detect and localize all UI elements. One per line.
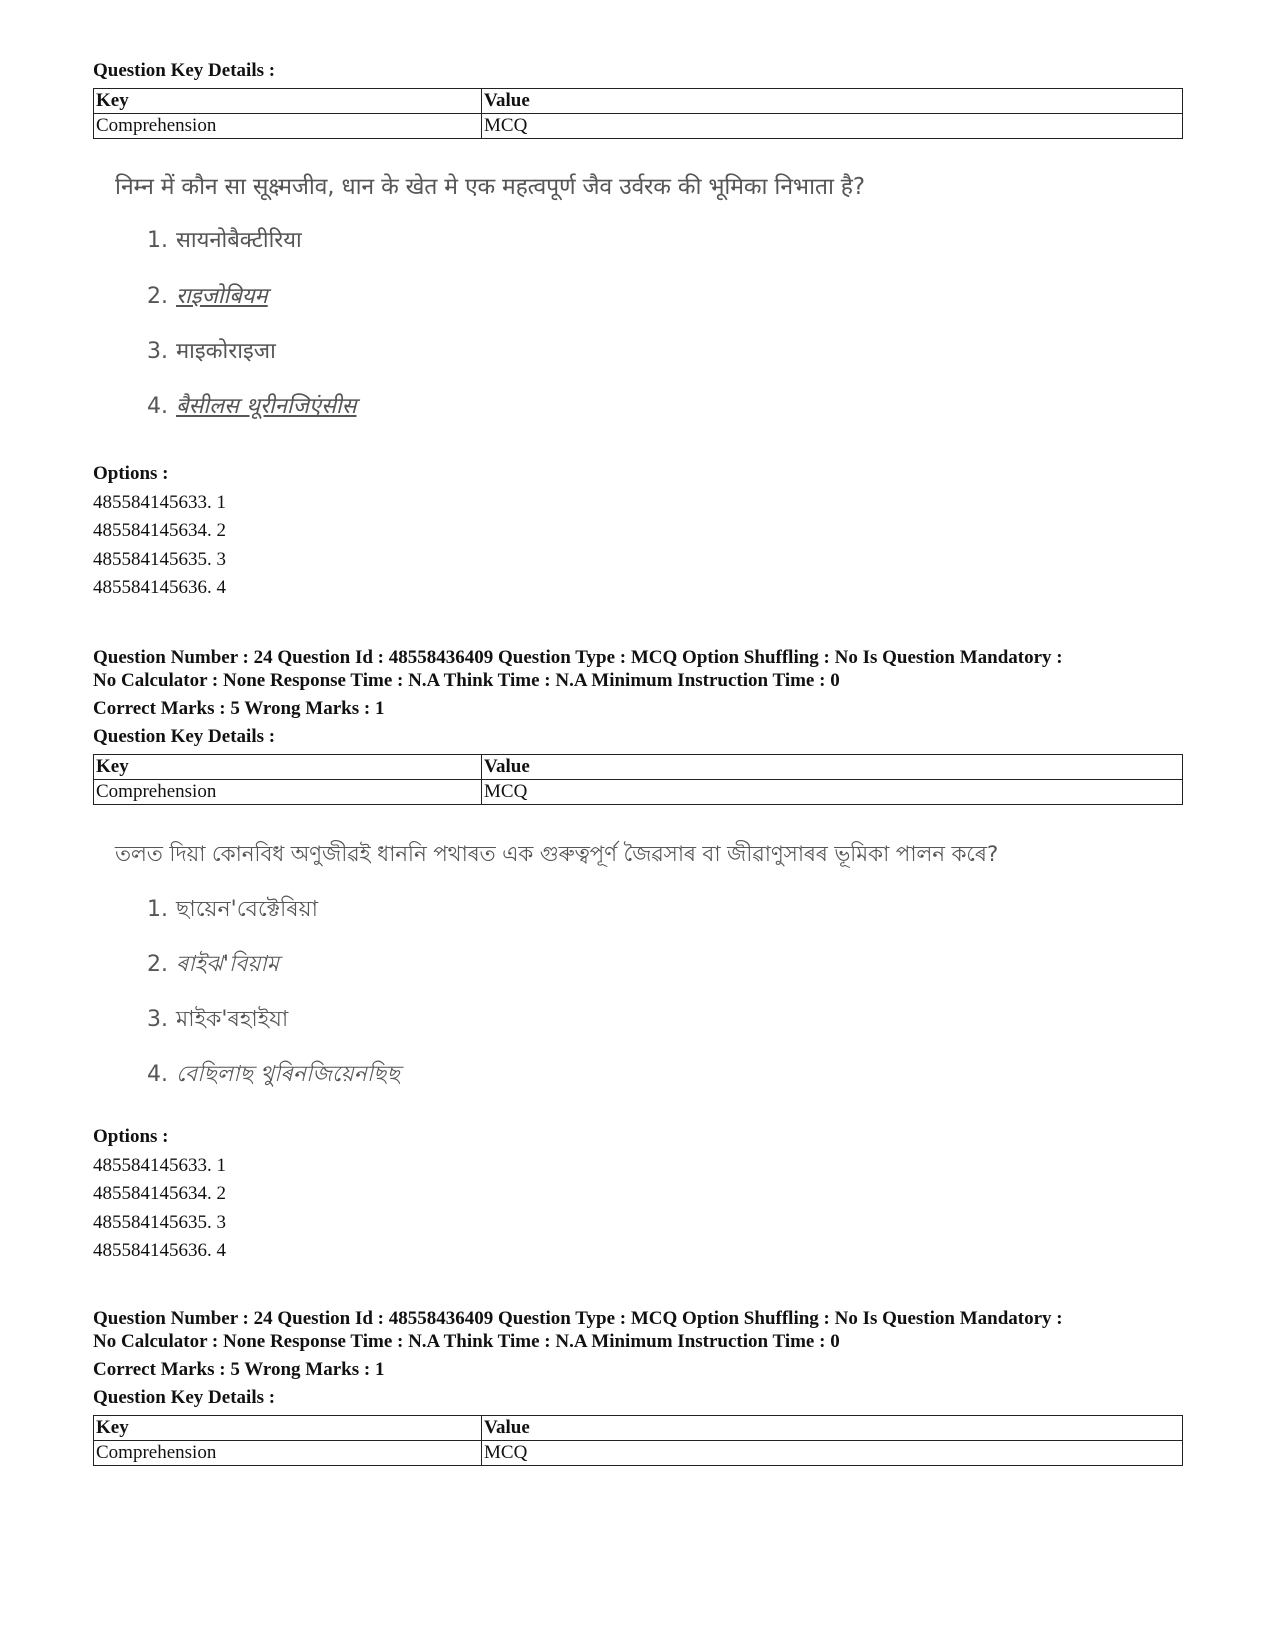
list-item: 485584145635. 3	[93, 548, 226, 570]
question-text: তলত দিয়া কোনবিধ অণুজীৱই ধাননি পথাৰত এক গুৰুত্বপূৰ্ণ জৈৱসাৰ বা জীৱাণুসাৰৰ ভূমিকা পালন কৰে?	[115, 842, 999, 867]
list-item: 485584145635. 3	[93, 1211, 226, 1233]
table-cell-key: Comprehension	[94, 114, 482, 139]
table-header-row	[94, 755, 1183, 780]
options-title: Options :	[93, 1126, 169, 1147]
question-meta-line-2: No Calculator : None Response Time : N.A Think Time : N.A Minimum Instruction Time : 0	[93, 1331, 840, 1352]
table-cell-value: MCQ	[482, 114, 1183, 139]
question-option: 4. बैसीलस थूरीनजिएंसीस	[147, 394, 357, 419]
table-header-row	[94, 89, 1183, 114]
table-row	[94, 780, 1183, 805]
key-details-title: Question Key Details :	[93, 1387, 276, 1408]
question-option: 3. মাইক'ৰহাইযা	[147, 1007, 289, 1032]
question-option: 2. ৰাইঝ'বিয়াম	[147, 952, 280, 977]
key-details-title: Question Key Details :	[93, 726, 276, 747]
table-cell-value: MCQ	[482, 1441, 1183, 1466]
table-header-value: Value	[482, 755, 1183, 780]
marks-line: Correct Marks : 5 Wrong Marks : 1	[93, 1359, 385, 1380]
list-item: 485584145634. 2	[93, 520, 226, 541]
list-item: 485584145636. 4	[93, 577, 226, 598]
key-details-table	[93, 1415, 1183, 1466]
table-cell-value: MCQ	[482, 780, 1183, 805]
question-option: 4. বেছিলাছ থুৰিনজিয়েনছিছ	[147, 1062, 400, 1087]
options-title: Options :	[93, 463, 169, 484]
list-item: 485584145633. 1	[93, 491, 226, 513]
table-header-row	[94, 1416, 1183, 1441]
options-list	[93, 1123, 226, 1266]
table-cell-key: Comprehension	[94, 1441, 482, 1466]
key-details-table	[93, 88, 1183, 139]
table-cell-key: Comprehension	[94, 780, 482, 805]
question-option: 3. माइकोराइजा	[147, 339, 276, 364]
list-item: 485584145636. 4	[93, 1240, 226, 1261]
question-option: 1. सायनोबैक्टीरिया	[147, 228, 302, 253]
key-details-table	[93, 754, 1183, 805]
table-header-value: Value	[482, 1416, 1183, 1441]
key-details-title: Question Key Details :	[93, 60, 276, 81]
table-row	[94, 1441, 1183, 1466]
question-meta-line-2: No Calculator : None Response Time : N.A Think Time : N.A Minimum Instruction Time : 0	[93, 670, 840, 691]
question-meta-line-1: Question Number : 24 Question Id : 48558436409 Question Type : MCQ Option Shuffling : No Is Question Mandatory :	[93, 647, 1063, 668]
table-header-key: Key	[94, 755, 482, 780]
table-header-key: Key	[94, 89, 482, 114]
question-option: 2. राइजोबियम	[147, 284, 268, 309]
question-option: 1. ছায়েন'বেক্টেৰিয়া	[147, 897, 318, 922]
table-header-value: Value	[482, 89, 1183, 114]
question-meta-line-1: Question Number : 24 Question Id : 48558436409 Question Type : MCQ Option Shuffling : No Is Question Mandatory :	[93, 1308, 1063, 1329]
list-item: 485584145634. 2	[93, 1183, 226, 1204]
question-text: निम्न में कौन सा सूक्ष्मजीव, धान के खेत मे एक महत्वपूर्ण जैव उर्वरक की भूमिका निभाता है?	[115, 174, 865, 200]
options-list	[93, 460, 226, 603]
list-item: 485584145633. 1	[93, 1154, 226, 1176]
table-row	[94, 114, 1183, 139]
question-image-hindi	[115, 172, 865, 419]
marks-line: Correct Marks : 5 Wrong Marks : 1	[93, 698, 385, 719]
table-header-key: Key	[94, 1416, 482, 1441]
question-image-assamese	[115, 840, 999, 1087]
